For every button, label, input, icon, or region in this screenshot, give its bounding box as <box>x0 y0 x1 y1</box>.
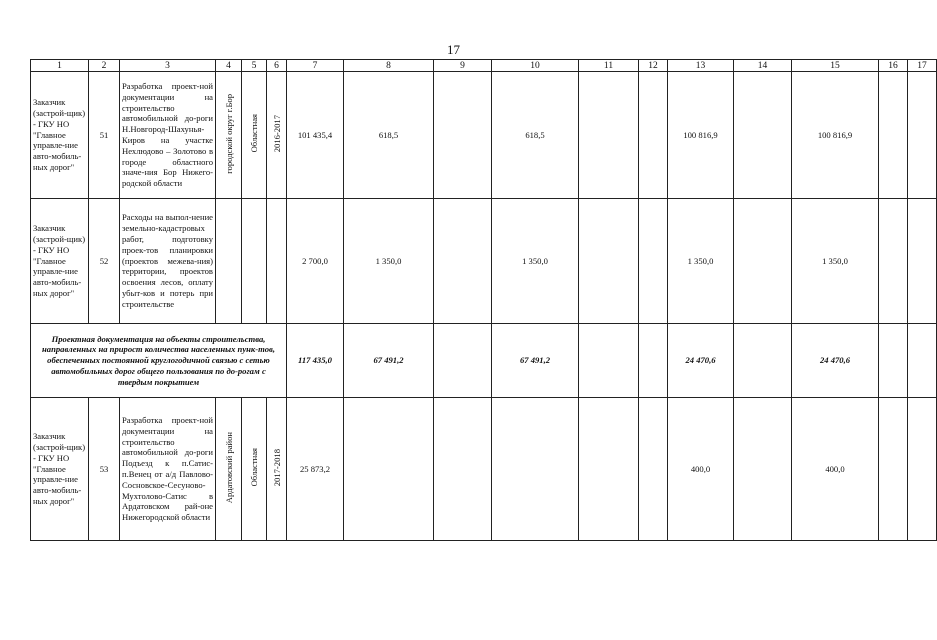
col-header: 5 <box>242 60 267 72</box>
value-cell-16 <box>879 199 908 324</box>
value-cell-12 <box>639 72 668 199</box>
value-cell-17 <box>908 199 937 324</box>
col-header: 9 <box>434 60 492 72</box>
value-cell-14 <box>734 398 792 541</box>
summary-row <box>31 324 937 398</box>
col-header: 3 <box>120 60 216 72</box>
col-header: 4 <box>216 60 242 72</box>
value-cell-9 <box>434 199 492 324</box>
territory-cell <box>216 72 242 199</box>
description-cell: Разработка проект-ной документации на строительство автомобильной до-роги Подъезд к п.Сатис-п.Венец от а/д Павлово-Сосновское-Сесуново-Мухтолово-Сатис в Ардатовском рай-оне Нижегородской области <box>120 398 216 541</box>
summary-value-15: 24 470,6 <box>792 324 879 398</box>
period-cell <box>267 72 287 199</box>
summary-value-16 <box>879 324 908 398</box>
summary-value-12 <box>639 324 668 398</box>
ownership-cell <box>242 199 267 324</box>
header-row <box>31 60 937 72</box>
summary-value-11 <box>579 324 639 398</box>
value-cell-9 <box>434 398 492 541</box>
summary-label: Проектная документация на объекты строительства, направленных на прирост количества населенных пунк-тов, обеспеченных постоянной круглогодичной связью с сетью автомобильных дорог общего пользования по до-рогам с твердым покрытием <box>31 324 287 398</box>
col-header: 14 <box>734 60 792 72</box>
value-cell-15: 1 350,0 <box>792 199 879 324</box>
value-cell-7: 25 873,2 <box>287 398 344 541</box>
customer-cell: Заказчик (застрой-щик) - ГКУ НО "Главное управле-ние авто-мобиль-ных дорог" <box>31 199 89 324</box>
period-text: 2017-2018 <box>271 448 282 487</box>
summary-value-8: 67 491,2 <box>344 324 434 398</box>
col-header: 10 <box>492 60 579 72</box>
value-cell-15: 400,0 <box>792 398 879 541</box>
value-cell-17 <box>908 72 937 199</box>
territory-text: городской округ г.Бор <box>223 93 234 174</box>
summary-value-10: 67 491,2 <box>492 324 579 398</box>
summary-value-14 <box>734 324 792 398</box>
col-header: 6 <box>267 60 287 72</box>
value-cell-13: 100 816,9 <box>668 72 734 199</box>
col-header: 13 <box>668 60 734 72</box>
territory-cell <box>216 199 242 324</box>
value-cell-14 <box>734 199 792 324</box>
value-cell-13: 400,0 <box>668 398 734 541</box>
col-header: 17 <box>908 60 937 72</box>
value-cell-13: 1 350,0 <box>668 199 734 324</box>
col-header: 2 <box>89 60 120 72</box>
col-header: 11 <box>579 60 639 72</box>
row-number: 52 <box>89 199 120 324</box>
row-number: 53 <box>89 398 120 541</box>
summary-value-17 <box>908 324 937 398</box>
value-cell-12 <box>639 398 668 541</box>
table-row <box>31 199 937 324</box>
value-cell-10 <box>492 398 579 541</box>
period-cell <box>267 199 287 324</box>
table-row <box>31 398 937 541</box>
col-header: 7 <box>287 60 344 72</box>
col-header: 8 <box>344 60 434 72</box>
value-cell-10: 618,5 <box>492 72 579 199</box>
value-cell-8 <box>344 398 434 541</box>
value-cell-9 <box>434 72 492 199</box>
row-number: 51 <box>89 72 120 199</box>
ownership-text: Областная <box>249 448 259 487</box>
territory-cell <box>216 398 242 541</box>
value-cell-11 <box>579 398 639 541</box>
customer-cell: Заказчик (застрой-щик) - ГКУ НО "Главное управле-ние авто-мобиль-ных дорог" <box>31 72 89 199</box>
ownership-cell <box>242 72 267 199</box>
value-cell-12 <box>639 199 668 324</box>
value-cell-14 <box>734 72 792 199</box>
value-cell-16 <box>879 72 908 199</box>
description-cell: Разработка проект-ной документации на строительство автомобильной до-роги Н.Новгород-Шахунья-Киров на участке Нехлюдово – Золотово в городе областного значе-ния Бор Нижего-родской области <box>120 72 216 199</box>
value-cell-10: 1 350,0 <box>492 199 579 324</box>
value-cell-8: 1 350,0 <box>344 199 434 324</box>
value-cell-11 <box>579 199 639 324</box>
value-cell-16 <box>879 398 908 541</box>
budget-table <box>30 59 937 541</box>
customer-cell: Заказчик (застрой-щик) - ГКУ НО "Главное управле-ние авто-мобиль-ных дорог" <box>31 398 89 541</box>
territory-text: Ардатовский район <box>223 431 234 504</box>
value-cell-8: 618,5 <box>344 72 434 199</box>
value-cell-15: 100 816,9 <box>792 72 879 199</box>
summary-value-9 <box>434 324 492 398</box>
description-cell: Расходы на выпол-нение земельно-кадастровых работ, подготовку проек-тов планировки (проектов межева-ния) территории, проектов освоения лесов, оплату убыт-ков и потерь при строительстве <box>120 199 216 324</box>
page-number: 17 <box>447 42 460 57</box>
value-cell-17 <box>908 398 937 541</box>
col-header: 16 <box>879 60 908 72</box>
value-cell-7: 2 700,0 <box>287 199 344 324</box>
col-header: 15 <box>792 60 879 72</box>
summary-value-7: 117 435,0 <box>287 324 344 398</box>
period-cell <box>267 398 287 541</box>
col-header: 1 <box>31 60 89 72</box>
value-cell-11 <box>579 72 639 199</box>
ownership-cell <box>242 398 267 541</box>
ownership-text: Областная <box>249 114 259 153</box>
col-header: 12 <box>639 60 668 72</box>
value-cell-7: 101 435,4 <box>287 72 344 199</box>
period-text: 2016-2017 <box>271 114 282 153</box>
summary-value-13: 24 470,6 <box>668 324 734 398</box>
table-row <box>31 72 937 199</box>
